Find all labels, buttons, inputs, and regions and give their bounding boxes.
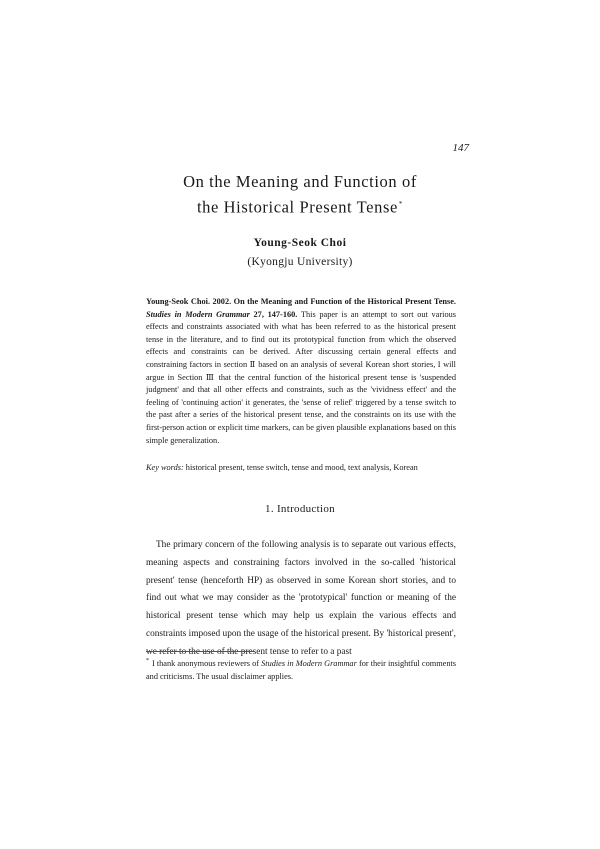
section-heading: 1. Introduction <box>265 503 335 515</box>
title-line-1: On the Meaning and Function of <box>183 172 417 191</box>
abstract-body: This paper is an attempt to sort out various effects and constraints associated with what has been referred to as the historical present tense in the literature, and to find out its prototypical function from which the observed effects and constraints can be derived. After discussing certain general effects and constraining factors in section Ⅱ based on an analysis of several Korean short stories, I will argue in Section Ⅲ that the central function of the historical present tense is 'suspended judgment' and that all other effects and constraints, such as the 'vividness effect' and the feeling of 'continuing action' it generates, the 'sense of relief' triggered by a tense switch to the past after a series of the historical present tense, and the constraints on its use with the first-person action or explicit time markers, can be given plausible explanations based on this simple generalization. <box>146 309 456 445</box>
abstract-citation-tail: 27, 147-160. <box>253 309 298 319</box>
abstract-journal: Studies in Modern Grammar <box>146 309 250 319</box>
keywords-text: historical present, tense switch, tense and mood, text analysis, Korean <box>185 463 418 472</box>
keywords-label: Key words: <box>146 463 184 472</box>
title-line-2-text: the Historical Present Tense <box>196 197 398 217</box>
page-number: 147 <box>452 142 469 154</box>
abstract <box>146 296 456 447</box>
footnote <box>146 655 456 684</box>
paper-title <box>0 171 600 219</box>
abstract-paragraph <box>146 296 456 447</box>
keywords <box>146 462 476 475</box>
intro-paragraph: The primary concern of the following analysis is to separate out various effects, meaning aspects and constraining factors involved in the so-called 'historical present' tense (henceforth HP) as observed in some Korean short stories, and to find out what we may consider as the 'prototypical' function or meaning of the historical present tense which may help us explain the various effects and constraints imposed upon the usage of the historical present. By 'historical present', we refer to the use of the present tense to refer to a past <box>146 540 456 657</box>
footnote-text-after: for their insightful comments and criticisms. The usual disclaimer applies. <box>146 658 457 682</box>
abstract-citation-head: Young-Seok Choi. 2002. On the Meaning and Function of the Historical Present Tense. <box>146 297 456 306</box>
author-block <box>0 234 600 272</box>
footnote-journal: Studies in Modern Grammar <box>261 658 357 668</box>
title-line-2 <box>0 193 600 219</box>
title-footnote-mark: * <box>398 200 404 208</box>
footnote-mark: * <box>146 658 149 664</box>
author-name: Young-Seok Choi <box>253 237 347 249</box>
author-affiliation: (Kyongju University) <box>247 256 353 268</box>
footnote-text-before: I thank anonymous reviewers of <box>152 658 259 668</box>
body-text <box>146 537 456 662</box>
footnote-divider <box>146 651 254 652</box>
